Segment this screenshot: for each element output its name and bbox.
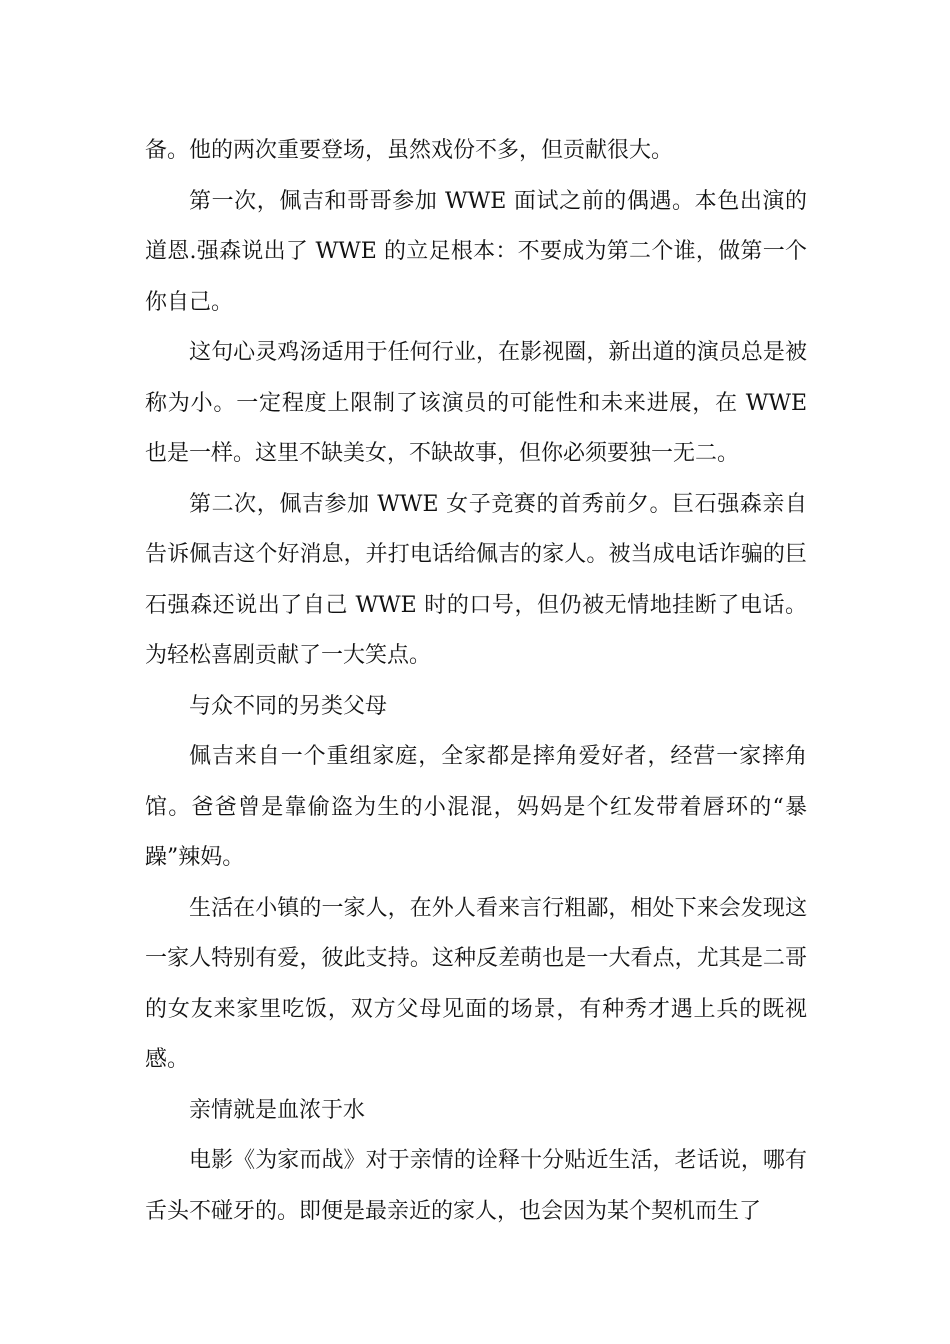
paragraph-second-appearance: 第二次，佩吉参加 WWE 女子竞赛的首秀前夕。巨石强森亲自告诉佩吉这个好消息，并打电话给佩吉的家人。被当成电话诈骗的巨石强森还说出了自己 WWE 时的口号，但仍被无情地挂断了电话。为轻松喜剧贡献了一大笑点。 bbox=[145, 491, 807, 668]
paragraph-family-background: 佩吉来自一个重组家庭，全家都是摔角爱好者，经营一家摔角馆。爸爸曾是靠偷盗为生的小混混，妈妈是个红发带着唇环的“暴躁”辣妈。 bbox=[145, 744, 807, 870]
paragraph-kinship: 电影《为家而战》对于亲情的诠释十分贴近生活，老话说，哪有舌头不碰牙的。即便是最亲近的家人，也会因为某个契机而生了 bbox=[145, 1148, 807, 1224]
document-body bbox=[145, 126, 807, 1237]
paragraph-chicken-soup: 这句心灵鸡汤适用于任何行业，在影视圈，新出道的演员总是被称为小。一定程度上限制了该演员的可能性和未来进展，在 WWE 也是一样。这里不缺美女，不缺故事，但你必须要独一无二。 bbox=[145, 340, 807, 466]
paragraph-continuation: 备。他的两次重要登场，虽然戏份不多，但贡献很大。 bbox=[145, 138, 674, 163]
paragraph-first-appearance: 第一次，佩吉和哥哥参加 WWE 面试之前的偶遇。本色出演的道恩.强森说出了 WWE 的立足根本：不要成为第二个谁，做第一个你自己。 bbox=[145, 188, 807, 315]
paragraph-family-life: 生活在小镇的一家人，在外人看来言行粗鄙，相处下来会发现这一家人特别有爱，彼此支持。这种反差萌也是一大看点，尤其是二哥的女友来家里吃饭，双方父母见面的场景，有种秀才遇上兵的既视感。 bbox=[145, 895, 807, 1072]
section-heading-parents: 与众不同的另类父母 bbox=[189, 693, 388, 719]
section-heading-kinship: 亲情就是血浓于水 bbox=[189, 1097, 366, 1123]
